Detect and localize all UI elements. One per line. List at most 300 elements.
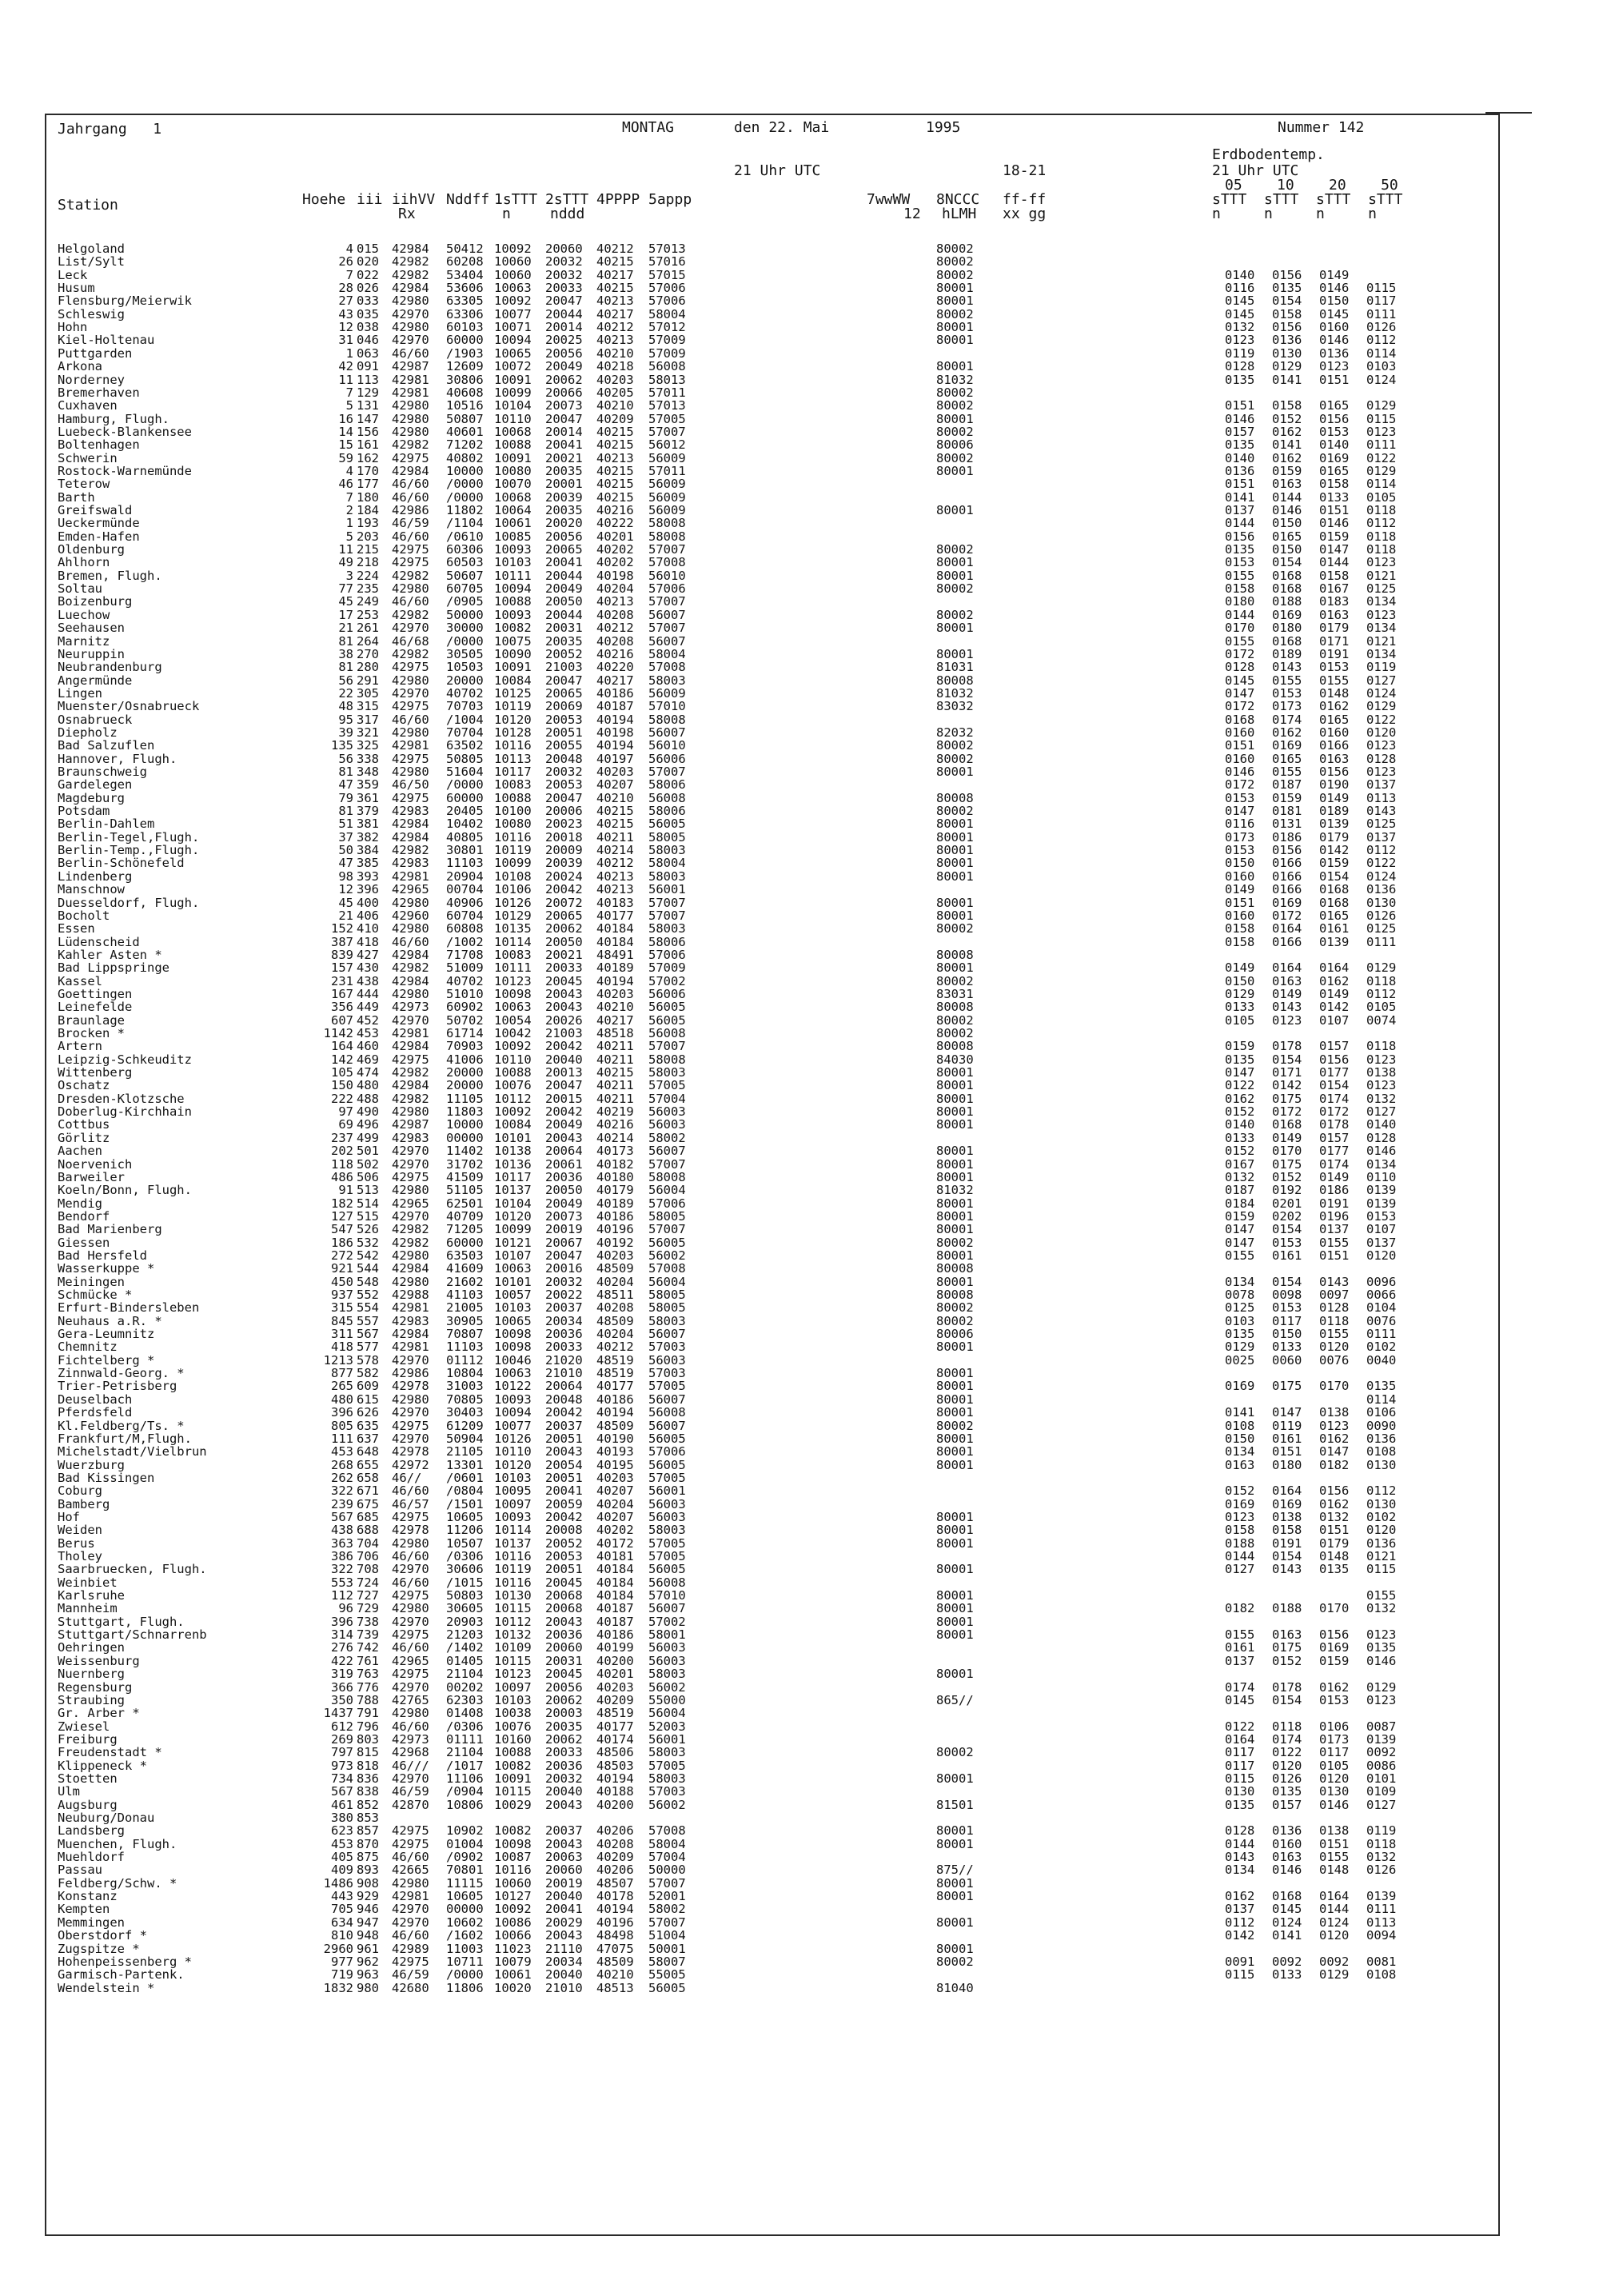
station-2sttt: 20056 <box>545 345 583 361</box>
station-name: Regensburg <box>58 1679 133 1695</box>
station-ihvv: 46/59 <box>392 516 429 531</box>
soil-temp-10: 0202 <box>1272 1208 1302 1224</box>
station-ihvv: 46/60 <box>392 477 429 492</box>
station-5appp: 56005 <box>648 1457 686 1472</box>
soil-temp-50: 0121 <box>1366 633 1397 649</box>
station-name: Berlin-Temp.,Flugh. <box>58 843 200 858</box>
station-4pppp: 40200 <box>596 1797 634 1812</box>
soil-temp-10: 0169 <box>1272 895 1302 910</box>
station-8nccc: 80002 <box>936 267 974 282</box>
station-8nccc: 80001 <box>936 829 974 845</box>
soil-temp-20: 0165 <box>1319 398 1350 413</box>
station-2sttt: 20060 <box>545 1640 583 1655</box>
station-1sttt: 10104 <box>494 398 532 413</box>
station-nddff: 70805 <box>446 1392 484 1407</box>
station-iii: 177 <box>357 477 379 492</box>
station-ihvv: 42765 <box>392 1692 429 1707</box>
soil-temp-50: 0092 <box>1366 1745 1397 1760</box>
station-4pppp: 40184 <box>596 1588 634 1603</box>
soil-temp-10: 0162 <box>1272 725 1302 740</box>
station-iii: 708 <box>357 1562 379 1577</box>
station-2sttt: 20041 <box>545 555 583 570</box>
station-8nccc: 80001 <box>936 1222 974 1237</box>
station-hoehe: 43 <box>338 306 353 321</box>
soil-temp-50: 0112 <box>1366 333 1397 348</box>
soil-temp-10: 0141 <box>1272 372 1302 387</box>
station-4pppp: 48509 <box>596 1313 634 1328</box>
station-2sttt: 20064 <box>545 1379 583 1394</box>
station-nddff: 60208 <box>446 254 484 270</box>
soil-temp-10: 0092 <box>1272 1954 1302 1969</box>
station-4pppp: 40210 <box>596 790 634 805</box>
station-4pppp: 40186 <box>596 1208 634 1224</box>
station-2sttt: 20034 <box>545 1954 583 1969</box>
station-name: Mendig <box>58 1196 102 1211</box>
station-1sttt: 10084 <box>494 673 532 688</box>
station-2sttt: 20054 <box>545 1457 583 1472</box>
station-nddff: 21104 <box>446 1667 484 1682</box>
station-iii: 449 <box>357 1000 379 1015</box>
soil-temp-20: 0177 <box>1319 1144 1350 1159</box>
station-8nccc: 80001 <box>936 1144 974 1159</box>
station-1sttt: 10029 <box>494 1797 532 1812</box>
station-name: Norderney <box>58 372 125 387</box>
station-nddff: 01004 <box>446 1836 484 1851</box>
station-2sttt: 21110 <box>545 1941 583 1956</box>
station-hoehe: 59 <box>338 450 353 465</box>
soil-temp-10: 0161 <box>1272 1248 1302 1263</box>
station-iii: 724 <box>357 1575 379 1590</box>
soil-temp-10: 0141 <box>1272 437 1302 453</box>
soil-temp-10: 0158 <box>1272 1523 1302 1538</box>
station-ihvv: 42984 <box>392 829 429 845</box>
station-name: Görlitz <box>58 1130 110 1145</box>
soil-temp-20: 0138 <box>1319 1823 1350 1839</box>
weekday-label: MONTAG <box>622 119 675 136</box>
station-4pppp: 40206 <box>596 1863 634 1878</box>
station-4pppp: 40200 <box>596 1653 634 1668</box>
soil-temp-05: 0135 <box>1225 1797 1255 1812</box>
station-ihvv: 42984 <box>392 973 429 988</box>
soil-temp-50: 0137 <box>1366 1235 1397 1250</box>
station-ihvv: 42975 <box>392 555 429 570</box>
station-5appp: 58006 <box>648 804 686 819</box>
soil-temp-20: 0160 <box>1319 320 1350 335</box>
station-iii: 410 <box>357 921 379 936</box>
station-ihvv: 46// <box>392 1470 422 1485</box>
station-1sttt: 10110 <box>494 1052 532 1067</box>
station-1sttt: 10123 <box>494 1667 532 1682</box>
station-2sttt: 20069 <box>545 699 583 714</box>
station-5appp: 57007 <box>648 594 686 609</box>
soil-temp-50: 0076 <box>1366 1313 1397 1328</box>
station-nddff: 70801 <box>446 1863 484 1878</box>
station-name: Muenster/Osnabrueck <box>58 699 200 714</box>
station-name: Goettingen <box>58 986 133 1001</box>
station-4pppp: 40194 <box>596 1405 634 1420</box>
station-ihvv: 42975 <box>392 542 429 557</box>
station-nddff: 50412 <box>446 242 484 256</box>
station-1sttt: 10054 <box>494 1012 532 1028</box>
station-nddff: 10902 <box>446 1823 484 1839</box>
station-nddff: 11206 <box>446 1523 484 1538</box>
soil-temp-10: 0180 <box>1272 621 1302 636</box>
soil-temp-50: 0112 <box>1366 843 1397 858</box>
soil-temp-20: 0142 <box>1319 843 1350 858</box>
station-5appp: 58003 <box>648 1313 686 1328</box>
station-4pppp: 40204 <box>596 581 634 597</box>
station-8nccc: 80001 <box>936 1535 974 1551</box>
soil-depths: 05 10 20 50 <box>1225 177 1398 194</box>
station-iii: 261 <box>357 621 379 636</box>
soil-temp-50: 0090 <box>1366 1418 1397 1433</box>
station-2sttt: 20032 <box>545 1771 583 1786</box>
soil-temp-20: 0106 <box>1319 1719 1350 1734</box>
soil-temp-05: 0134 <box>1225 1274 1255 1289</box>
station-nddff: 10503 <box>446 660 484 675</box>
station-2sttt: 20050 <box>545 594 583 609</box>
station-ihvv: 42680 <box>392 1980 429 1995</box>
station-4pppp: 40173 <box>596 1144 634 1159</box>
station-1sttt: 10091 <box>494 372 532 387</box>
station-2sttt: 20036 <box>545 1627 583 1643</box>
soil-temp-10: 0174 <box>1272 712 1302 727</box>
station-name: Zinnwald-Georg. * <box>58 1366 185 1381</box>
soil-temp-05: 0152 <box>1225 1144 1255 1159</box>
station-name: List/Sylt <box>58 254 125 270</box>
station-iii: 218 <box>357 555 379 570</box>
station-ihvv: 46/60 <box>392 1549 429 1563</box>
soil-temp-05: 0123 <box>1225 333 1255 348</box>
soil-temp-20: 0146 <box>1319 281 1350 296</box>
station-5appp: 58003 <box>648 673 686 688</box>
col-2sttt: 2sTTT <box>545 191 589 208</box>
station-2sttt: 20006 <box>545 804 583 819</box>
station-nddff: 11103 <box>446 1340 484 1355</box>
station-name: Bad Marienberg <box>58 1222 162 1237</box>
soil-temp-05: 0147 <box>1225 1065 1255 1080</box>
station-nddff: 10516 <box>446 398 484 413</box>
soil-temp-20: 0123 <box>1319 1418 1350 1433</box>
station-2sttt: 20050 <box>545 934 583 949</box>
station-iii: 552 <box>357 1288 379 1302</box>
soil-temp-20: 0149 <box>1319 790 1350 805</box>
station-5appp: 51004 <box>648 1928 686 1943</box>
station-4pppp: 40208 <box>596 633 634 649</box>
station-ihvv: 42978 <box>392 1444 429 1459</box>
soil-temp-10: 0168 <box>1272 1117 1302 1132</box>
station-2sttt: 21003 <box>545 660 583 675</box>
station-ihvv: 42984 <box>392 1078 429 1093</box>
soil-temp-50: 0129 <box>1366 398 1397 413</box>
station-name: Duesseldorf, Flugh. <box>58 895 200 910</box>
soil-temp-05: 0135 <box>1225 372 1255 387</box>
station-5appp: 58008 <box>648 529 686 544</box>
station-8nccc: 80001 <box>936 1117 974 1132</box>
station-hoehe: 17 <box>338 607 353 622</box>
station-ihvv: 42973 <box>392 1000 429 1015</box>
station-4pppp: 40201 <box>596 1667 634 1682</box>
station-2sttt: 20062 <box>545 921 583 936</box>
soil-temp-50: 0123 <box>1366 607 1397 622</box>
station-nddff: 31702 <box>446 1156 484 1172</box>
station-nddff: /0000 <box>446 477 484 492</box>
station-iii: 396 <box>357 882 379 897</box>
soil-temp-50: 0124 <box>1366 868 1397 884</box>
soil-temp-10: 0178 <box>1272 1039 1302 1054</box>
station-hoehe: 705 <box>331 1902 353 1917</box>
soil-temp-10: 0181 <box>1272 804 1302 819</box>
soil-temp-50: 0115 <box>1366 1562 1397 1577</box>
station-iii: 381 <box>357 817 379 832</box>
station-2sttt: 20043 <box>545 986 583 1001</box>
soil-temp-50: 0129 <box>1366 699 1397 714</box>
station-hoehe: 311 <box>331 1327 353 1342</box>
station-name: Weiden <box>58 1523 102 1538</box>
station-4pppp: 40203 <box>596 765 634 779</box>
station-1sttt: 10079 <box>494 1954 532 1969</box>
station-ihvv: 42980 <box>392 1274 429 1289</box>
station-name: Tholey <box>58 1549 102 1563</box>
station-2sttt: 20055 <box>545 738 583 753</box>
station-5appp: 56008 <box>648 1405 686 1420</box>
station-ihvv: 42983 <box>392 1313 429 1328</box>
station-nddff: 30403 <box>446 1405 484 1420</box>
station-name: Stoetten <box>58 1771 118 1786</box>
station-iii: 427 <box>357 947 379 962</box>
soil-temp-20: 0151 <box>1319 1523 1350 1538</box>
station-1sttt: 10082 <box>494 1758 532 1773</box>
soil-temp-50: 0134 <box>1366 1156 1397 1172</box>
station-8nccc: 80001 <box>936 1915 974 1930</box>
station-name: Giessen <box>58 1235 110 1250</box>
station-hoehe: 405 <box>331 1850 353 1865</box>
station-ihvv: 42978 <box>392 1523 429 1538</box>
station-nddff: 53404 <box>446 267 484 282</box>
station-4pppp: 48503 <box>596 1758 634 1773</box>
station-4pppp: 40202 <box>596 542 634 557</box>
soil-temp-50: 0123 <box>1366 1627 1397 1643</box>
soil-temp-50: 0112 <box>1366 986 1397 1001</box>
station-nddff: /0905 <box>446 594 484 609</box>
soil-temp-05: 0122 <box>1225 1719 1255 1734</box>
station-iii: 796 <box>357 1719 379 1734</box>
station-nddff: 41509 <box>446 1169 484 1184</box>
station-4pppp: 40214 <box>596 843 634 858</box>
station-iii: 626 <box>357 1405 379 1420</box>
station-8nccc: 80001 <box>936 908 974 923</box>
soil-temp-10: 0174 <box>1272 1731 1302 1747</box>
station-ihvv: 42982 <box>392 646 429 661</box>
station-8nccc: 80008 <box>936 1039 974 1054</box>
station-8nccc: 80001 <box>936 411 974 426</box>
station-1sttt: 10060 <box>494 254 532 270</box>
soil-temp-10: 0159 <box>1272 463 1302 478</box>
station-5appp: 57006 <box>648 1196 686 1211</box>
station-ihvv: 42983 <box>392 804 429 819</box>
station-nddff: 40702 <box>446 685 484 701</box>
station-8nccc: 80001 <box>936 1091 974 1106</box>
station-2sttt: 20043 <box>545 1000 583 1015</box>
station-8nccc: 80002 <box>936 921 974 936</box>
soil-temp-20: 0190 <box>1319 777 1350 793</box>
station-name: Marnitz <box>58 633 110 649</box>
station-2sttt: 20003 <box>545 1706 583 1721</box>
soil-temp-10: 0157 <box>1272 1797 1302 1812</box>
station-iii: 577 <box>357 1340 379 1355</box>
soil-temp-50: 0120 <box>1366 1523 1397 1538</box>
soil-temp-10: 0178 <box>1272 1679 1302 1695</box>
station-5appp: 50000 <box>648 1863 686 1878</box>
soil-temp-time: 21 Uhr UTC <box>1212 162 1299 179</box>
station-2sttt: 20035 <box>545 1719 583 1734</box>
station-8nccc: 80002 <box>936 738 974 753</box>
station-2sttt: 20039 <box>545 489 583 505</box>
soil-temp-05: 0162 <box>1225 1091 1255 1106</box>
soil-temp-50: 0125 <box>1366 817 1397 832</box>
col-5appp: 5appp <box>648 191 692 208</box>
station-4pppp: 40186 <box>596 685 634 701</box>
station-1sttt: 10117 <box>494 1169 532 1184</box>
soil-temp-05: 0129 <box>1225 1340 1255 1355</box>
soil-temp-50: 0122 <box>1366 856 1397 871</box>
station-hoehe: 167 <box>331 986 353 1001</box>
station-ihvv: 46/60 <box>392 1483 429 1499</box>
station-name: Barth <box>58 489 95 505</box>
soil-temp-10: 0165 <box>1272 529 1302 544</box>
soil-temp-20: 0158 <box>1319 568 1350 583</box>
soil-temp-05: 0140 <box>1225 450 1255 465</box>
station-ihvv: 42975 <box>392 1823 429 1839</box>
station-4pppp: 40203 <box>596 986 634 1001</box>
station-2sttt: 20049 <box>545 581 583 597</box>
station-iii: 161 <box>357 437 379 453</box>
station-iii: 249 <box>357 594 379 609</box>
station-name: Landsberg <box>58 1823 125 1839</box>
station-4pppp: 40210 <box>596 398 634 413</box>
station-5appp: 57002 <box>648 973 686 988</box>
station-name: Michelstadt/Vielbrun <box>58 1444 207 1459</box>
station-ihvv: 42965 <box>392 1196 429 1211</box>
station-2sttt: 20019 <box>545 1875 583 1891</box>
station-1sttt: 10093 <box>494 607 532 622</box>
station-nddff: 51105 <box>446 1183 484 1198</box>
soil-temp-10: 0189 <box>1272 646 1302 661</box>
station-nddff: 62303 <box>446 1692 484 1707</box>
station-iii: 818 <box>357 1758 379 1773</box>
station-iii: 035 <box>357 306 379 321</box>
station-8nccc: 80002 <box>936 306 974 321</box>
soil-temp-05: 0147 <box>1225 1222 1255 1237</box>
station-nddff: 60705 <box>446 581 484 597</box>
soil-temp-05: 0112 <box>1225 1915 1255 1930</box>
station-iii: 739 <box>357 1627 379 1643</box>
station-name: Kiel-Holtenau <box>58 333 155 348</box>
station-ihvv: 42983 <box>392 856 429 871</box>
station-1sttt: 10077 <box>494 1418 532 1433</box>
station-name: Gr. Arber * <box>58 1706 140 1721</box>
station-8nccc: 81032 <box>936 685 974 701</box>
station-8nccc: 80002 <box>936 254 974 270</box>
station-5appp: 56001 <box>648 1483 686 1499</box>
station-1sttt: 10126 <box>494 1431 532 1446</box>
station-hoehe: 612 <box>331 1719 353 1734</box>
station-1sttt: 10119 <box>494 843 532 858</box>
station-hoehe: 37 <box>338 829 353 845</box>
station-hoehe: 239 <box>331 1496 353 1511</box>
station-4pppp: 40189 <box>596 1196 634 1211</box>
station-4pppp: 40213 <box>596 868 634 884</box>
soil-temp-20: 0156 <box>1319 1483 1350 1499</box>
station-2sttt: 20056 <box>545 529 583 544</box>
station-hoehe: 396 <box>331 1405 353 1420</box>
station-nddff: 60000 <box>446 333 484 348</box>
station-4pppp: 40181 <box>596 1549 634 1563</box>
station-name: Garmisch-Partenk. <box>58 1967 185 1983</box>
station-hoehe: 118 <box>331 1156 353 1172</box>
station-iii: 264 <box>357 633 379 649</box>
station-name: Kahler Asten * <box>58 947 162 962</box>
station-nddff: 21104 <box>446 1745 484 1760</box>
soil-temp-10: 0130 <box>1272 345 1302 361</box>
station-4pppp: 40212 <box>596 320 634 335</box>
soil-temp-10: 0169 <box>1272 607 1302 622</box>
station-4pppp: 40216 <box>596 646 634 661</box>
station-8nccc: 80001 <box>936 1601 974 1616</box>
soil-temp-05: 0172 <box>1225 699 1255 714</box>
station-name: Freudenstadt * <box>58 1745 162 1760</box>
soil-temp-50: 0081 <box>1366 1954 1397 1969</box>
station-name: Neuruppin <box>58 646 125 661</box>
station-hoehe: 322 <box>331 1483 353 1499</box>
soil-temp-10: 0164 <box>1272 1483 1302 1499</box>
soil-temp-20: 0156 <box>1319 1052 1350 1067</box>
station-name: Muehldorf <box>58 1850 125 1865</box>
station-5appp: 58005 <box>648 1300 686 1316</box>
station-ihvv: 42968 <box>392 1745 429 1760</box>
station-4pppp: 40202 <box>596 1523 634 1538</box>
station-ihvv: 42975 <box>392 450 429 465</box>
station-5appp: 57003 <box>648 1340 686 1355</box>
station-2sttt: 20053 <box>545 712 583 727</box>
station-nddff: 10000 <box>446 1117 484 1132</box>
station-hoehe: 47 <box>338 777 353 793</box>
col-7wwww: 7wwWW <box>867 191 911 208</box>
soil-temp-10: 0141 <box>1272 1928 1302 1943</box>
station-iii: 438 <box>357 973 379 988</box>
station-name: Bad Hersfeld <box>58 1248 147 1263</box>
station-1sttt: 10110 <box>494 411 532 426</box>
station-iii: 578 <box>357 1352 379 1368</box>
station-hoehe: 5 <box>345 529 353 544</box>
station-ihvv: 42970 <box>392 1679 429 1695</box>
station-2sttt: 20043 <box>545 1928 583 1943</box>
station-8nccc: 80001 <box>936 1771 974 1786</box>
station-name: Lingen <box>58 685 102 701</box>
station-8nccc: 80001 <box>936 1875 974 1891</box>
station-2sttt: 20053 <box>545 777 583 793</box>
station-5appp: 57005 <box>648 1470 686 1485</box>
station-1sttt: 10020 <box>494 1980 532 1995</box>
station-name: Neuburg/Donau <box>58 1811 155 1825</box>
soil-temp-20: 0138 <box>1319 1405 1350 1420</box>
station-nddff: 11803 <box>446 1104 484 1120</box>
station-ihvv: 42989 <box>392 1941 429 1956</box>
station-4pppp: 40177 <box>596 908 634 923</box>
station-name: Chemnitz <box>58 1340 118 1355</box>
station-name: Berlin-Dahlem <box>58 817 155 832</box>
soil-temp-20: 0191 <box>1319 646 1350 661</box>
